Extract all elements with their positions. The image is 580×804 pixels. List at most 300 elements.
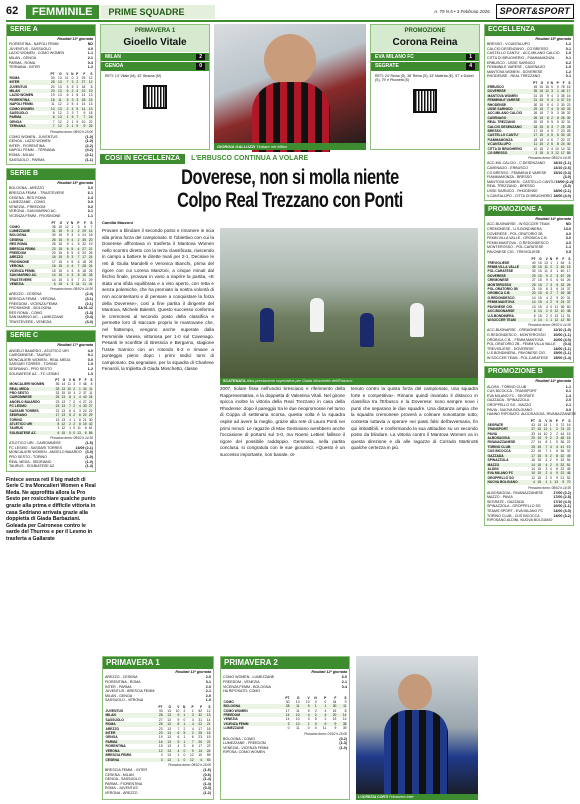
match-teams: FREEDOM - VICENZA FEMM.: [9, 301, 59, 306]
match-teams: REAL TREZZANO - BRESSO: [487, 184, 535, 189]
match-score: (1-0): [339, 745, 347, 750]
match-score: 14/00 (3-0): [553, 508, 571, 513]
match-row: [105, 698, 211, 703]
match-teams: FIORENTINA - NAPOLI FEMM.: [9, 42, 60, 47]
promozione-a-next: Prossimo turno: 08/02 h.14:30: [528, 323, 571, 328]
match-score: 0-1: [565, 56, 571, 61]
match-score: 10/00 (1-1): [553, 332, 571, 337]
match-score: (4-2): [85, 148, 93, 153]
match-teams: TAURUS - SOLBIATESE AZ.: [9, 464, 56, 469]
primavera2-next: Prossimo turno: 01/02 h.15:00: [304, 731, 347, 736]
match-score: 1-0: [205, 698, 211, 703]
serie-c-title: SERIE C: [7, 331, 95, 342]
match-teams: PAVIA - NUOVA BOLGIANO: [487, 407, 533, 412]
match-score: 14/00 (1-1): [553, 346, 571, 351]
match-score: 17/10 (4-0): [553, 499, 571, 504]
match-row: [487, 518, 571, 523]
match-teams: FEMM.VILLA VALLE - OROBICA C.B.: [487, 236, 548, 241]
match-teams: MONCALIERI WOMEN - REAL MEDA: [9, 357, 71, 362]
serie-b-round: Risultati 15ª giornata: [57, 180, 93, 185]
serie-a-round: Risultati 13ª giornata: [57, 36, 93, 41]
eccellenza-standings: [487, 81, 571, 156]
publication-logo: SPORT&SPORT: [496, 4, 574, 19]
match-teams: MONTEROSSO - POL.CARATESE: [487, 245, 544, 250]
match-teams: BRESCIA FEMM. - INTER: [105, 767, 148, 772]
serie-a-next-matches: [9, 135, 93, 163]
primavera2-standings: [223, 696, 347, 731]
table-row: MILAN 28 13 9 1 3 32 13: [105, 713, 211, 718]
match-row: [9, 214, 93, 219]
primavera2-matches: [223, 675, 347, 693]
match-score: 0-0: [87, 357, 93, 362]
match-teams: VERONA - AREZZO: [105, 790, 138, 795]
serie-c-matches: [9, 349, 93, 377]
match-teams: SEGRATE - GAZZADA: [487, 499, 525, 504]
match-score: (2-4): [85, 292, 93, 297]
table-row: NAPOLI FEMM. 11 12 2 5 4 14 13: [9, 102, 93, 107]
player-photo-bottom: [356, 656, 478, 800]
serie-c-standings: [9, 378, 93, 435]
match-row: [9, 464, 93, 469]
table-row: AREZZO 23 13 7 2 4 17 18: [105, 726, 211, 731]
table-row: POL.ORATORIO 2B 21 15 6 3 6 24 37: [487, 287, 571, 292]
match-score: (1-4): [85, 464, 93, 469]
table-row: CALCIO DESENZANO 18 15 5 3 7 25 28: [487, 124, 571, 129]
match-score: 2-0: [205, 684, 211, 689]
table-row: REAL MEDA 33 13 10 2 1 34 11: [9, 386, 93, 391]
match-score: 14/10 (2-6): [553, 166, 571, 171]
header-rule: [6, 20, 574, 22]
table-row: PAVONESE CIG. 13 15 4 0 11 36 60: [487, 304, 571, 309]
match-teams: COMO WOMEN - LUMEZZANE: [223, 675, 275, 680]
table-row: ROMA 25 13 8 1 4 22 21: [105, 722, 211, 727]
match-score: (0-3): [203, 786, 211, 791]
match-score: 15/00 (1-1): [553, 351, 571, 356]
match-score: 3-0: [565, 236, 571, 241]
table-row: COMO WOMEN 17 11 5 2 4 16 8: [223, 708, 347, 713]
score-row: SEGRATE 4: [371, 62, 479, 70]
table-row: FREEDOM 14 10 4 2 4 20 14: [223, 713, 347, 718]
match-teams: TORINO CLUB - CUS BICOCCA: [487, 513, 540, 518]
serie-c-note: Finisce senza reti il big match di Serie C tra Moncalieri Women e Real Meda. Ne approfitta allora la Pro Sesto per rosicchiare qualche punto grazie alla prima e difficile vittoria in casa Sedriano arrivata grazie alla doppietta di Giada Barbaziani. Goleada per Caironese contro le sarde del Thurros e per il Lesmo in trasferta a Gallarate: [6, 476, 96, 543]
table-row: SAN MARINO AC. 14 15 4 3 8 16 28: [9, 273, 93, 278]
table-row: AREZZO 16 15 5 3 7 17 24: [9, 255, 93, 260]
match-row: [223, 689, 347, 694]
match-score: 2-0: [205, 675, 211, 680]
table-header: PT G V N P F S: [55, 378, 93, 383]
match-row: [9, 158, 93, 163]
serie-b-box: [6, 168, 96, 327]
serie-a-title: SERIE A: [7, 25, 95, 36]
eccellenza-round: Risultati 15ª giornata: [535, 36, 571, 41]
table-row: VICENZA FEMM. 15 15 4 3 8 18 25: [9, 268, 93, 273]
feature-primavera1: [100, 24, 210, 150]
match-row: [487, 250, 571, 255]
match-teams: PRO SESTO - TORINO: [9, 454, 47, 459]
table-row: CASTELLO CANTU' 17 15 4 5 6 30 43: [487, 133, 571, 138]
match-score: (2-1): [85, 301, 93, 306]
table-row: CESENA 3 13 1 0 12 4 53: [105, 757, 211, 762]
table-row: ERBUSCO 45 15 15 0 0 78 16: [487, 84, 571, 89]
match-score: 0-5: [565, 250, 571, 255]
match-teams: ALDINI - TORINO CLUB: [487, 384, 527, 389]
primavera2-box: [220, 656, 350, 800]
page-header: [6, 4, 574, 19]
table-row: BOLOGNA 30 15 9 3 3 24 15: [9, 233, 93, 238]
qr-code-icon: [143, 85, 167, 109]
match-photo-caption-name: SCATENATA: [223, 379, 246, 383]
match-teams: BRESCIA FEMM. - TRASTEVERE: [9, 191, 65, 196]
table-row: GAZZADA 17 15 5 2 8 32 49: [487, 453, 571, 458]
table-row: ROMA 33 13 11 0 2 25 12: [9, 75, 93, 80]
table-row: ACC.MILANO CALCIO 26 15 7 5 3 38 32: [487, 111, 571, 116]
match-teams: INTER - FIORENTINA: [9, 143, 45, 148]
player-figure: [410, 303, 424, 337]
table-header: PT G V N P F S: [50, 71, 93, 76]
match-score: 1-0: [87, 362, 93, 367]
match-score: 2-0: [565, 398, 571, 403]
match-teams: MANTOVA WOMEN - CASTELLO CANTU': [487, 179, 556, 184]
promozione-b-next: Prossimo turno: 08/02 h.14:30: [528, 485, 571, 490]
match-score: 4-0: [565, 240, 571, 245]
match-teams: CREMONESE - U.S.BONDINERA: [487, 227, 542, 232]
match-score: 18/00 (2-1): [553, 189, 571, 194]
match-score: 0-2: [87, 204, 93, 209]
match-score: 9-1: [87, 353, 93, 358]
match-teams: SEDRIANO - PRO SESTO: [9, 367, 52, 372]
table-row: CREMONESE 27 15 9 0 6 61 26: [487, 278, 571, 283]
promozione-b-round: Risultati 14ª giornata: [535, 379, 571, 384]
player-figure: [260, 308, 274, 342]
match-score: ND: [87, 42, 93, 47]
match-score: 18/10 (1-1): [553, 161, 571, 166]
table-row: OROBICA C.B. 20 15 6 2 7 39 38: [487, 291, 571, 296]
table-row: VERONA 16 15 4 4 7 28 24: [9, 264, 93, 269]
promozione-a-next-matches: [487, 328, 571, 360]
left-column: [6, 24, 96, 800]
match-score: 6-1: [87, 191, 93, 196]
promozione-a-box: [484, 204, 574, 363]
table-row: FIORENTINA 15 13 4 3 6 17 22: [105, 744, 211, 749]
match-score: 18/00 (4-0): [553, 193, 571, 198]
table-row: SASSARI TORRES 22 13 6 4 3 24 22: [9, 408, 93, 413]
match-teams: PARMA - FIORENTINA: [105, 781, 143, 786]
match-row: [487, 356, 571, 361]
match-score: 17/00 (2-5): [553, 495, 571, 500]
article-kicker-label: COSI IN ECCELLENZA: [100, 154, 185, 165]
match-teams: BRESSO - V.CANTALUPO: [487, 42, 530, 47]
player-photo-top: [214, 24, 366, 150]
match-teams: INTER - PARMA: [105, 684, 132, 689]
eccellenza-next-matches: [487, 161, 574, 198]
table-row: MILAN 20 13 6 2 4 22 19: [9, 89, 93, 94]
match-score: (1-1): [85, 157, 93, 162]
match-teams: VENEZIA - VICENZA FEMM: [223, 745, 269, 750]
serie-a-next: Prossimo turno: 08/02 h.15:00: [50, 129, 93, 134]
match-teams: VERONA - SAN MARINO AC.: [9, 209, 57, 214]
table-row: V.CANTALUPO 11 15 2 5 8 24 40: [487, 142, 571, 147]
table-row: FEMM.VILLA VALLE 35 15 11 2 2 46 15: [487, 265, 571, 270]
table-row: CAIROMNESE 25 13 8 1 4 40 24: [9, 395, 93, 400]
table-row: INTER 23 13 6 5 2 25 15: [105, 731, 211, 736]
player-head: [398, 674, 432, 710]
match-score: (0-4): [563, 342, 571, 347]
score-row: MILAN 2: [101, 53, 209, 61]
match-teams: SPINAZZOLA - GROPPELLO SG: [487, 504, 541, 509]
match-teams: G.REDONDESCO - MONTEROSSO: [487, 332, 546, 337]
table-row: SPINAZZOLA 16 15 4 2 9 32 54: [487, 458, 571, 463]
primavera1-round: Risultati 13ª giornata: [175, 670, 211, 674]
match-teams: MILAN - GENOA: [9, 56, 37, 61]
match-teams: TEAMS SPORT - EVA MILANO FC: [487, 508, 544, 513]
table-header: PT G V N P F S: [531, 256, 571, 261]
match-teams: POL.ORATORIO 2B - FEMM.VILLA VALLE: [487, 342, 556, 347]
match-teams: ALBOSAGGIA - RIVANAZZANESE: [487, 490, 544, 495]
match-score: (1-3): [339, 741, 347, 746]
feature-right-kicker: PROMOZIONE: [371, 25, 479, 36]
table-row: TAURUS 3 12 1 0 11 6 61: [9, 426, 93, 431]
photo-top-caption-name: GIORGIA GALLUZZI: [217, 144, 256, 149]
match-score: (2-1): [85, 153, 93, 158]
match-score: (1-5): [85, 441, 93, 446]
table-row: FEMM.MANTOVA 14 15 4 2 9 24 37: [487, 300, 571, 305]
headline-line-1: Doverese, non si molla niente: [181, 166, 399, 189]
match-score: (1-0): [85, 139, 93, 144]
table-row: DOVERESE 39 15 12 3 1 45 17: [487, 89, 571, 94]
article-kicker-sub: L'ERBUSCO CONTINUA A VOLARE: [191, 154, 309, 162]
match-teams: ACC.MIL.CALCIO - C.DESENZANO: [487, 161, 546, 166]
table-row: GROPPELLO SG 12 15 3 3 9 21 52: [487, 475, 571, 480]
serie-a-standings: [9, 72, 93, 129]
match-score: 15/00 (1-4): [553, 355, 571, 360]
feature-right-name: Corona Reina: [371, 36, 479, 53]
match-score: 4-0: [87, 46, 93, 51]
match-score: 3-1: [205, 680, 211, 685]
table-row: COMO WOMEN 10 13 2 4 5 14 13: [9, 106, 93, 111]
table-row: LUMEZZANE 31 15 9 4 2 29 14: [9, 229, 93, 234]
match-score: 1-2: [87, 367, 93, 372]
match-score: 1-4: [565, 393, 571, 398]
table-row: BRESSO 17 15 4 5 7 23 28: [487, 129, 571, 134]
table-row: VICENZA FEMM 3 10 1 0 9 9 38: [223, 721, 347, 726]
match-teams: COMO WOMEN - JUVENTUS: [9, 134, 58, 139]
serie-b-title: SERIE B: [7, 169, 95, 180]
table-row: REAL TREZZANO 20 15 5 5 5 32 31: [487, 120, 571, 125]
match-teams: ACC.BUONARSE - W.SOCCER TEAM: [487, 222, 550, 227]
table-row: COMO 36 15 12 1 3 6 7: [9, 224, 93, 229]
match-teams: MONCALIERI WOMEN - ANGELO BAIARDO: [9, 450, 82, 455]
match-teams: LUMEZZANE - COMO: [9, 200, 46, 205]
match-score: 0-1: [565, 46, 571, 51]
match-teams: RIPOSA: COMO WOMEN: [223, 750, 265, 755]
match-teams: CG BRESSO - FEMMINILE VARESE: [487, 170, 547, 175]
table-row: ACC.BUONARSE 6 14 2 0 12 10 48: [487, 309, 571, 314]
match-row: [9, 320, 93, 325]
match-score: 3-0: [565, 407, 571, 412]
score-row: GENOA 0: [101, 62, 209, 70]
table-header: PT G V N P F S: [285, 695, 347, 700]
match-teams: TERNANA - INTER: [9, 65, 40, 70]
subsection-title: PRIME SQUADRE: [101, 5, 215, 19]
match-score: 1-0: [565, 65, 571, 70]
primavera2-title: PRIMAVERA 2: [221, 657, 349, 669]
match-score: 3-0: [87, 186, 93, 191]
table-row: PARMA 16 13 5 1 7 20 22: [105, 739, 211, 744]
match-teams: CASTELLO CANTU' - ACC.MILANO CALCIO: [487, 51, 560, 56]
feature-left-kicker: PRIMAVERA 1: [101, 25, 209, 36]
match-score: 1-2: [87, 65, 93, 70]
match-score: (0-2): [339, 736, 347, 741]
match-teams: JUVENTUS - SASSUOLO: [9, 46, 51, 51]
match-score: 2-1: [87, 56, 93, 61]
match-teams: ROMA - JUVENTUS: [105, 786, 138, 791]
feature-right-scorers: RETI: 24' Reina (S), 38' Reina (S), 43' Malerba (E), 57' e Dolzet (S), 79' e Pisonetti (S): [375, 73, 474, 82]
table-row: BRESCIA FEMM. 23 15 6 5 4 27 21: [9, 246, 93, 251]
article-column-2: 2007, tiolare fissa nell'undici bresciano e riferimento della Rappresentativa, e la doppietta di Valentina Vitali. Nel girone spicca inoltre la vittoria della Real Trezzano in casa della Rhodense: dopo il pareggio tra le due neopromosse nel turno di Coppa di settimana scorsa, questa volta è la squadra ospite ad avere la meglio, grazie alla rete di Laura Ponti nei primi minuti. Le ragazze di Max Geminiano avrebbero anche l'occasione di portarsi sul 2-0, ma Noemi Lettieri fallisce il rigore del possibile raddoppio. Gemmata, nella partita conclusa, si congratula con le sue giocatrici: «Questo è un successo importante, non banale, ot-: [220, 386, 345, 457]
table-row: FC LESMO 23 13 7 2 4 33 27: [9, 404, 93, 409]
match-score: 15/10 (0-3): [553, 170, 571, 175]
match-score: 0-1: [565, 74, 571, 79]
photo-top-caption: [214, 143, 366, 150]
match-score: 2-1: [341, 680, 347, 685]
match-score: 17/00 (2-2): [553, 490, 571, 495]
serie-a-box: [6, 24, 96, 165]
table-row: BOLOGNA 28 11 9 1 1 30 11: [223, 704, 347, 709]
match-teams: ROMA - MILAN: [9, 153, 34, 158]
table-row: TRASTEVERE 14 15 3 5 7 21 29: [9, 277, 93, 282]
match-score: (1-4): [203, 777, 211, 782]
primavera1-next: Prossimo turno: 08/02 h.15:00: [168, 762, 211, 767]
table-row: PRO SESTO 33 15 10 3 2 37 11: [9, 391, 93, 396]
article-headline: [142, 166, 438, 212]
table-row: VENEZIA 6 15 1 3 11 11 41: [9, 281, 93, 286]
match-teams: ERBUSCO - USSE SARNICO: [487, 60, 536, 65]
match-teams: FC LESMO - SASSARI TORRES: [9, 445, 62, 450]
table-row: JUVENTUS 33 13 10 2 1 52 12: [105, 709, 211, 714]
table-row: NUOVA BOLGIANO 4 15 1 1 13 9 70: [487, 480, 571, 485]
primavera1-matches: [105, 675, 211, 703]
promozione-b-box: [484, 366, 577, 525]
match-teams: MILAN - GENOA: [105, 693, 133, 698]
table-header: PT G V N P F S: [158, 705, 211, 710]
match-score: (3-0): [563, 184, 571, 189]
match-teams: RES ROMA - COMO: [9, 310, 43, 315]
table-row: LAZIO WOMEN 19 13 6 1 6 14 13: [9, 93, 93, 98]
match-teams: ACC.BUONARSE - CREMONESE: [487, 328, 543, 333]
match-teams: LUMEZZANE - FREEDOM: [223, 741, 266, 746]
eccellenza-title: ECCELLENZA: [485, 25, 573, 36]
primavera1-box: [102, 656, 214, 800]
photo-bottom-caption-name: LUCREZIA CORTI: [358, 794, 389, 799]
match-score: 13/09 (2-1): [75, 445, 93, 450]
match-score: (1-0): [85, 459, 93, 464]
score-row: EVA MILANO FC 1: [371, 53, 479, 61]
match-teams: FIORENTINA - ROMA: [105, 680, 141, 685]
match-teams: NAPOLI FEMM. - TERNANA: [9, 148, 56, 153]
match-teams: GENOA - SASSUOLO: [105, 777, 141, 782]
table-row: FEMMINILE VARESE 31 15 9 4 3 37 19: [487, 98, 571, 103]
match-teams: BOLOGNA - COMO: [223, 736, 255, 741]
match-teams: RHODENSE - REAL TREZZANO: [487, 74, 541, 79]
table-row: JUVENTUS 20 13 5 5 3 18 8: [9, 84, 93, 89]
match-score: 13-0: [563, 227, 571, 232]
match-teams: V.CANTALUPO - CITTA DI BRUGHERIO: [487, 193, 553, 198]
primavera2-round: Risultati 12ª giornata: [311, 670, 347, 674]
match-teams: HANNO RIPOSATO: ALDOSAGGIA, RIVANAZZANESE: [487, 412, 577, 417]
match-teams: FROSINONE - BOLOGNA: [9, 306, 52, 311]
match-teams: MANTOVA WOMEN - DOVERESE: [487, 69, 543, 74]
promozione-a-title: PROMOZIONE A: [485, 205, 573, 216]
table-row: RIVANAZZANESE 27 14 8 1 5 36 22: [487, 440, 571, 445]
match-teams: FIAMMAMONZA - BRESSO: [487, 175, 532, 180]
match-teams: CESENA - RES ROMA: [9, 195, 46, 200]
player-figure: [310, 298, 324, 332]
match-teams: SASSARI TORRES - TORINO: [9, 362, 58, 367]
primavera1-title: PRIMAVERA 1: [103, 657, 213, 669]
match-score: (3-0): [85, 319, 93, 324]
eccellenza-matches: [487, 42, 571, 79]
table-row: TREVIGLIESE 40 15 13 1 1 54 8: [487, 260, 571, 265]
match-score: 2-1: [565, 403, 571, 408]
match-teams: EVA MILANO FC - SEGRATE: [487, 393, 535, 398]
table-row: W.SOCCER TEAM 4 14 1 1 12 12 50: [487, 317, 571, 322]
table-row: CUS BICOCCA 22 15 7 1 6 36 32: [487, 449, 571, 454]
match-teams: BRESCIA FEMM. - VERONA: [9, 296, 56, 301]
feature-left-score: [101, 53, 209, 71]
serie-c-box: [6, 330, 96, 471]
match-teams: JUVENTUS - BRESCIA FEMM.: [105, 689, 156, 694]
match-score: 0-1: [565, 389, 571, 394]
player-jersey: [252, 82, 330, 152]
match-teams: FEMMINILE VARESE - CAVENAGO: [487, 65, 546, 70]
match-teams: USSE SARNICO - RHODENSE: [487, 189, 538, 194]
table-row: TRANSPORT 37 15 12 1 2 74 22: [487, 427, 571, 432]
match-score: (1-2): [203, 790, 211, 795]
section-title: FEMMINILE: [26, 5, 99, 19]
match-score: 12/10 (1-0): [553, 328, 571, 333]
match-teams: CAIROMNESE - TAURUS: [9, 353, 51, 358]
table-header: PT G V N P F S: [530, 418, 571, 423]
match-score: SA 01-12: [77, 306, 93, 311]
table-row: TORINO 13 13 4 1 8 21 30: [9, 417, 93, 422]
middle-area: [100, 24, 480, 800]
match-teams: CESENA - MILAN: [105, 772, 134, 777]
match-score: 0-1: [87, 209, 93, 214]
table-row: COMO 30 10 10 0 0 34 9: [223, 699, 347, 704]
match-teams: REAL MEDA - SEDRIANO: [9, 459, 52, 464]
match-teams: CITTA DI BRUGHERIO - FIAMMAMONZA: [487, 56, 555, 61]
serie-a-matches: [9, 42, 93, 70]
table-row: VERONA 12 13 4 0 9 14 24: [105, 748, 211, 753]
table-row: CESENA 26 15 9 4 2 35 20: [9, 237, 93, 242]
page-number: 62: [6, 4, 19, 17]
match-score: 0-0: [87, 200, 93, 205]
table-row: FREEDOM 20 15 5 5 5 20 28: [9, 251, 93, 256]
match-photo: [220, 228, 478, 378]
match-teams: FEMM.MANTOVA - G.REDONDESCO: [487, 240, 549, 245]
table-row: G.REDONDESCO 14 15 4 2 9 20 31: [487, 295, 571, 300]
table-row: RHODENSE 30 15 9 4 2 30 23: [487, 102, 571, 107]
right-column: [484, 24, 577, 800]
match-teams: DOVERESE - POL.ORATORIO 2B: [487, 231, 543, 236]
match-score: 2-0: [205, 693, 211, 698]
table-row: PARMA 6 13 1 5 7 7 16: [9, 115, 93, 120]
table-row: TERNANA 7 12 2 1 9 9 25: [9, 124, 93, 129]
table-row: GENOA 19 13 6 1 6 23 19: [105, 735, 211, 740]
match-row: [223, 750, 347, 755]
match-score: 16/00 (1-1): [553, 504, 571, 509]
match-score: 1-1: [565, 245, 571, 250]
